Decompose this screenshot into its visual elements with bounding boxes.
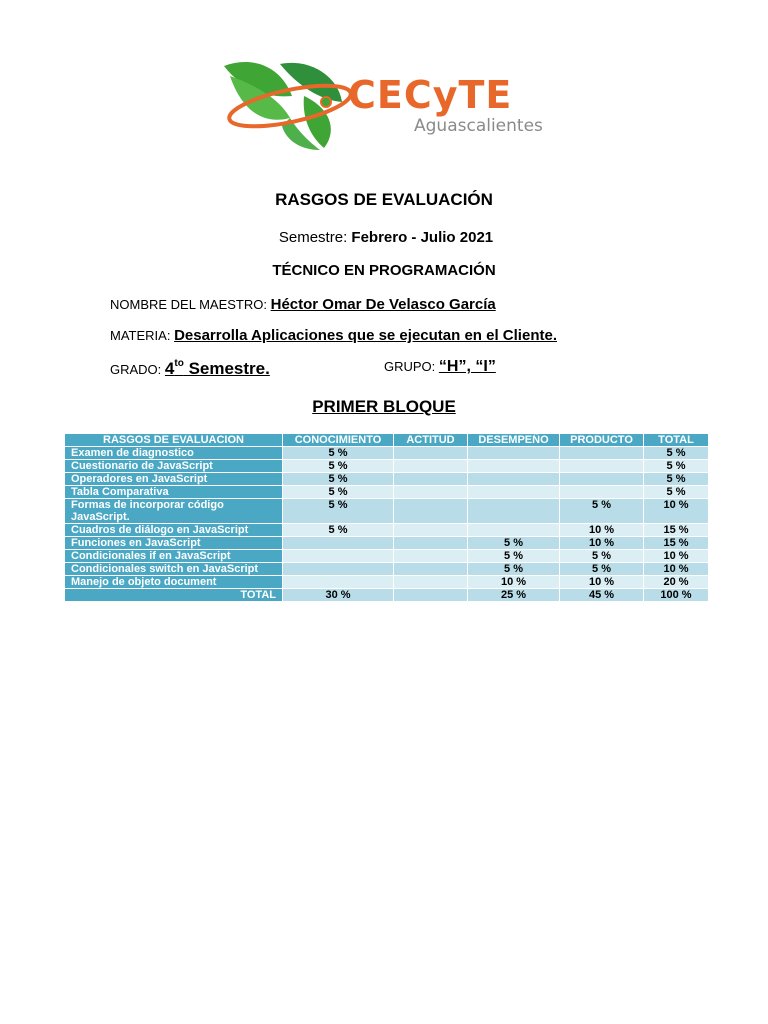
row-value: 15 % (644, 524, 709, 537)
subject-label: MATERIA: (110, 328, 171, 343)
semestre-value: Febrero - Julio 2021 (351, 229, 494, 246)
row-value (394, 486, 468, 499)
table-body (65, 447, 709, 602)
row-value: 5 % (644, 486, 709, 499)
row-value (283, 563, 394, 576)
row-label: Tabla Comparativa (65, 486, 283, 499)
row-value (560, 447, 644, 460)
row-value: 10 % (560, 524, 644, 537)
row-value: 10 % (560, 537, 644, 550)
semestre-line (0, 229, 768, 246)
row-label: Condicionales if en JavaScript (65, 550, 283, 563)
table-row (65, 537, 709, 550)
row-value (394, 537, 468, 550)
row-value: 10 % (468, 576, 560, 589)
row-value (468, 447, 560, 460)
program-title: TÉCNICO EN PROGRAMACIÓN (272, 262, 496, 279)
row-value: 5 % (644, 473, 709, 486)
row-value: 5 % (560, 499, 644, 524)
leaf-globe-icon (220, 56, 360, 152)
teacher-line (110, 296, 496, 313)
row-value (468, 473, 560, 486)
row-label: Formas de incorporar código JavaScript. (65, 499, 283, 524)
semestre-label: Semestre: (278, 229, 348, 246)
row-value: 5 % (283, 473, 394, 486)
row-value (468, 524, 560, 537)
row-label: Condicionales switch en JavaScript (65, 563, 283, 576)
row-value: 5 % (560, 550, 644, 563)
page-title: RASGOS DE EVALUACIÓN (275, 190, 493, 209)
group-label: GRUPO: (384, 359, 436, 374)
row-value (394, 576, 468, 589)
row-value: 5 % (283, 486, 394, 499)
row-value: 20 % (644, 576, 709, 589)
column-header: CONOCIMIENTO (283, 434, 394, 447)
row-value (394, 447, 468, 460)
row-label: Cuadros de diálogo en JavaScript (65, 524, 283, 537)
row-label: Cuestionario de JavaScript (65, 460, 283, 473)
grade-line (110, 358, 270, 379)
table-row (65, 460, 709, 473)
grade-label: GRADO: (110, 362, 162, 377)
row-value (283, 576, 394, 589)
table-header-row (65, 434, 709, 447)
column-header: ACTITUD (394, 434, 468, 447)
total-label: TOTAL (65, 589, 283, 602)
column-header: PRODUCTO (560, 434, 644, 447)
column-header: DESEMPEÑO (468, 434, 560, 447)
table-row (65, 563, 709, 576)
table-row (65, 499, 709, 524)
row-value (560, 473, 644, 486)
row-value (394, 524, 468, 537)
row-label: Manejo de objeto document (65, 576, 283, 589)
total-value: 100 % (644, 589, 709, 602)
table-row (65, 576, 709, 589)
group-value: “H”, “I” (438, 358, 496, 375)
row-value: 15 % (644, 537, 709, 550)
row-label: Operadores en JavaScript (65, 473, 283, 486)
row-label: Examen de diagnostico (65, 447, 283, 460)
row-value: 5 % (283, 524, 394, 537)
subject-name: Desarrolla Aplicaciones que se ejecutan en el Cliente. (174, 327, 557, 344)
row-value: 5 % (560, 563, 644, 576)
column-header: RASGOS DE EVALUACION (65, 434, 283, 447)
row-value: 5 % (283, 499, 394, 524)
table-total-row (65, 589, 709, 602)
table-row (65, 447, 709, 460)
evaluation-table (64, 433, 709, 602)
logo-wordmark: CECyTE (348, 73, 513, 117)
teacher-name: Héctor Omar De Velasco García (270, 296, 496, 313)
table-row (65, 524, 709, 537)
column-header: TOTAL (644, 434, 709, 447)
row-value (560, 486, 644, 499)
row-label: Funciones en JavaScript (65, 537, 283, 550)
row-value: 5 % (283, 447, 394, 460)
logo-subtitle: Aguascalientes (414, 116, 543, 136)
grade-value: $4^{to}$ Semestre. (164, 358, 270, 378)
row-value: 10 % (644, 550, 709, 563)
block-title: PRIMER BLOQUE (312, 397, 456, 416)
row-value: 10 % (560, 576, 644, 589)
row-value (560, 460, 644, 473)
row-value (394, 473, 468, 486)
row-value (283, 550, 394, 563)
row-value (468, 499, 560, 524)
total-value (394, 589, 468, 602)
row-value: 5 % (468, 537, 560, 550)
row-value: 5 % (644, 460, 709, 473)
row-value: 5 % (283, 460, 394, 473)
row-value: 10 % (644, 499, 709, 524)
row-value (468, 486, 560, 499)
row-value (394, 550, 468, 563)
table-row (65, 486, 709, 499)
row-value (468, 460, 560, 473)
subject-line (110, 327, 557, 344)
row-value (283, 537, 394, 550)
row-value: 5 % (468, 550, 560, 563)
cecyte-logo (220, 56, 552, 152)
teacher-label: NOMBRE DEL MAESTRO: (110, 297, 267, 312)
total-value: 45 % (560, 589, 644, 602)
row-value: 5 % (644, 447, 709, 460)
total-value: 30 % (283, 589, 394, 602)
row-value (394, 563, 468, 576)
row-value (394, 499, 468, 524)
table-row (65, 550, 709, 563)
row-value: 10 % (644, 563, 709, 576)
total-value: 25 % (468, 589, 560, 602)
row-value (394, 460, 468, 473)
group-line (384, 358, 496, 376)
table-row (65, 473, 709, 486)
row-value: 5 % (468, 563, 560, 576)
